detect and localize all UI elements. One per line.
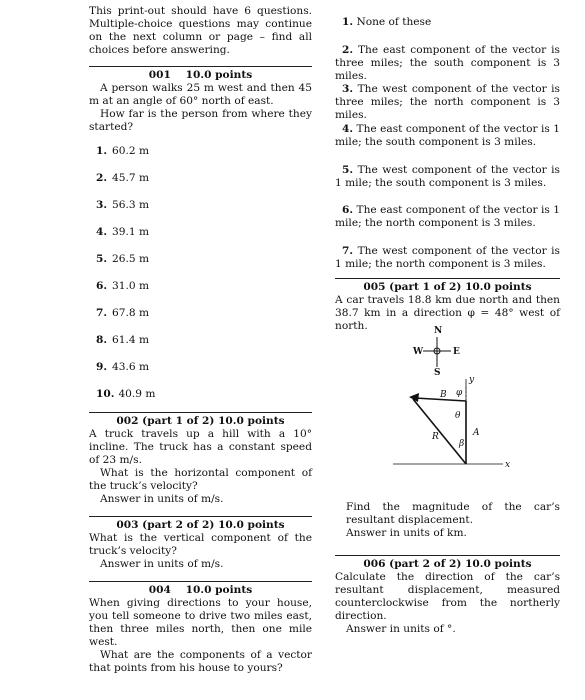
q006-text: Calculate the direction of the car’s resultant displacement, measured counterclockwise from the northerly direction. (335, 571, 560, 622)
choice-item[interactable]: 9. 43.6 m (96, 361, 150, 373)
choice-item[interactable]: 7. 67.8 m (96, 307, 150, 319)
choice-item[interactable]: 2. The east component of the vector is three miles; the south component is 3 miles. (335, 44, 560, 82)
label-phi: φ (456, 388, 463, 398)
choice-item[interactable]: 1. None of these (342, 16, 432, 28)
q006-answer-units: Answer in units of °. (346, 623, 456, 635)
choice-item[interactable]: 5. The west component of the vector is 1 mile; the south component is 3 miles. (335, 164, 560, 189)
choice-item[interactable]: 3. 56.3 m (96, 199, 150, 211)
compass-east-label: E (453, 347, 460, 357)
q001-question: How far is the person from where they started? (89, 108, 312, 133)
vector-r (413, 399, 466, 464)
y-axis-label: y (469, 375, 475, 385)
choice-item[interactable]: 2. 45.7 m (96, 172, 150, 184)
q001-choices (89, 145, 312, 408)
q004-choices (335, 16, 560, 275)
q001-header: 001 10.0 points (148, 69, 253, 81)
compass-rose (412, 326, 460, 378)
q004-question: What are the components of a vector that points from his house to yours? (89, 649, 312, 674)
q002-header: 002 (part 1 of 2) 10.0 points (116, 415, 285, 427)
q002-answer-units: Answer in units of m/s. (100, 493, 224, 505)
compass-north-label: N (434, 326, 443, 336)
vector-diagram (393, 323, 523, 468)
question-divider (89, 412, 312, 413)
question-divider (89, 516, 312, 517)
choice-item[interactable]: 10. 40.9 m (96, 388, 156, 400)
question-divider (89, 66, 312, 67)
q003-text: What is the vertical component of the truck’s velocity? (89, 532, 312, 557)
q003-header: 003 (part 2 of 2) 10.0 points (116, 519, 285, 531)
choice-item[interactable]: 1. 60.2 m (96, 145, 150, 157)
left-column (89, 0, 312, 675)
x-axis-label: x (505, 460, 511, 468)
choice-item[interactable]: 8. 61.4 m (96, 334, 150, 346)
choice-item[interactable]: 4. 39.1 m (96, 226, 150, 238)
q005-answer-units: Answer in units of km. (346, 527, 467, 539)
q005-header: 005 (part 1 of 2) 10.0 points (363, 281, 532, 293)
choice-item[interactable]: 4. The east component of the vector is 1 mile; the south component is 3 miles. (335, 123, 560, 148)
q005-question: Find the magnitude of the car’s resultant displacement. (346, 501, 560, 526)
q004-text: When giving directions to your house, you tell someone to drive two miles east, then three miles north, then one mile west. (89, 597, 312, 648)
label-r: R (432, 432, 439, 442)
choice-item[interactable]: 6. 31.0 m (96, 280, 150, 292)
intro-text: This print-out should have 6 questions. Multiple-choice questions may continue on the next column or page – find all choices before answering. (89, 5, 312, 56)
q004-header: 004 10.0 points (148, 584, 253, 596)
question-divider (335, 278, 560, 279)
q002-question: What is the horizontal component of the truck’s velocity? (89, 467, 312, 492)
compass-west-label: W (413, 347, 424, 357)
question-divider (89, 581, 312, 582)
label-beta: β (459, 439, 465, 449)
choice-item[interactable]: 3. The west component of the vector is three miles; the north component is 3 miles. (335, 83, 560, 121)
q002-text: A truck travels up a hill with a 10° incline. The truck has a constant speed of 23 m/s. (89, 428, 312, 466)
compass-south-label: S (434, 368, 441, 378)
q001-text: A person walks 25 m west and then 45 m at an angle of 60° north of east. (89, 82, 312, 107)
q005-text: A car travels 18.8 km due north and then 38.7 km in a direction φ = 48° west of north. (335, 294, 560, 332)
choice-item[interactable]: 6. The east component of the vector is 1 mile; the north component is 3 miles. (335, 204, 560, 229)
q006-header: 006 (part 2 of 2) 10.0 points (363, 558, 532, 570)
right-column (335, 0, 560, 636)
choice-item[interactable]: 5. 26.5 m (96, 253, 150, 265)
label-a: A (473, 428, 480, 438)
question-divider (335, 555, 560, 556)
label-theta: θ (455, 411, 461, 421)
label-b: B (440, 390, 447, 400)
choice-item[interactable]: 7. The west component of the vector is 1 mile; the north component is 3 miles. (335, 245, 560, 270)
q003-answer-units: Answer in units of m/s. (100, 558, 224, 570)
